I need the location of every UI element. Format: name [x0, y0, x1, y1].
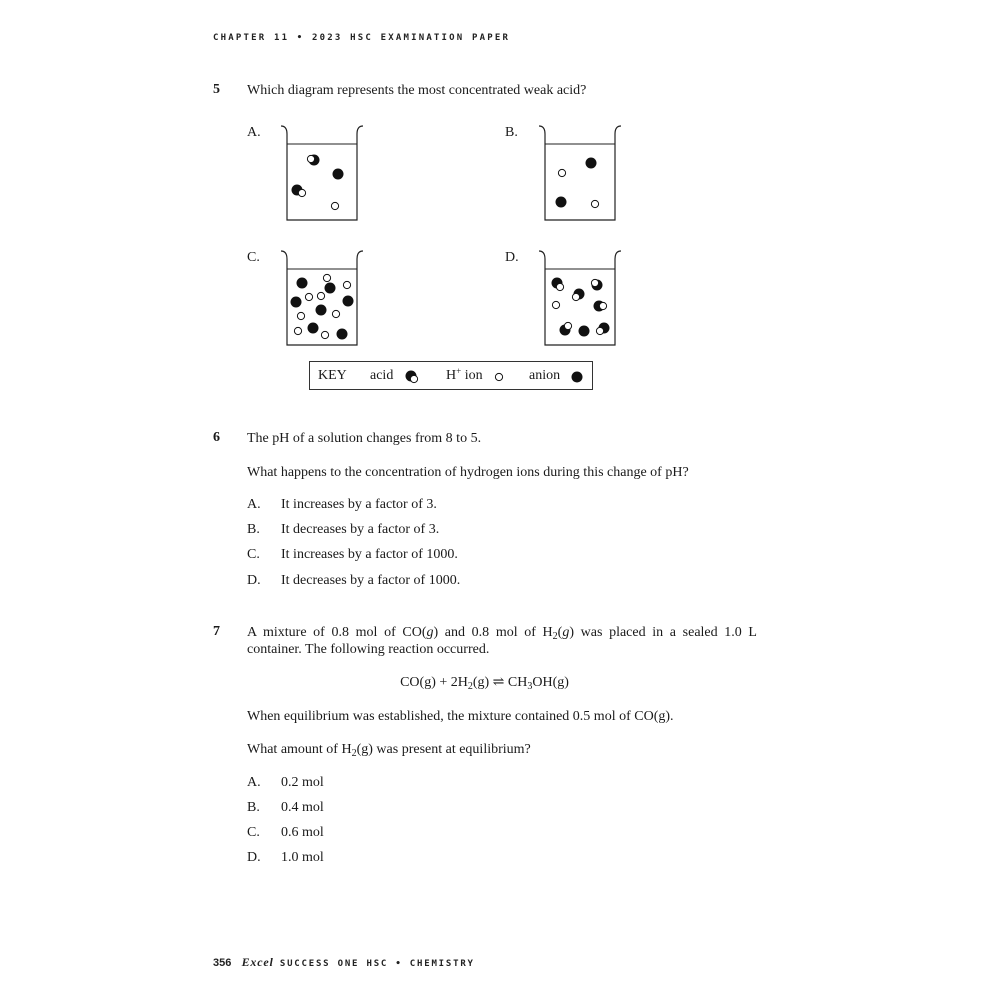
anion-particle-icon [570, 370, 584, 384]
acid-particle-icon [404, 369, 420, 385]
beaker-label-d: D. [505, 250, 519, 265]
beaker-label-b: B. [505, 125, 518, 140]
key-acid-label: acid [370, 368, 394, 383]
question-6-question: What happens to the concentration of hydrogen ions during this change of pH? [247, 465, 689, 480]
beaker-b [539, 126, 621, 220]
q7-option-b-letter: B. [247, 800, 260, 815]
q6-option-b-letter: B. [247, 522, 260, 537]
brand-logo: Excel [241, 955, 274, 969]
q6-option-c-text: It increases by a factor of 1000. [281, 547, 458, 562]
q7-option-c-text: 0.6 mol [281, 825, 324, 840]
question-5-stem: Which diagram represents the most concentrated weak acid? [247, 83, 587, 98]
question-7-question: What amount of $H_2(g)$ was present at equilibrium? [247, 742, 531, 759]
page-number: 356 [213, 957, 232, 969]
reaction-equation: $CO(g) + 2H_2(g)$ ⇌ $CH_3OH(g)$ [400, 675, 569, 692]
question-7-stem: A mixture of 0.8 mol of CO(g) and 0.8 mol of $H_2(g)$ was placed in a sealed 1.0 L container. The following reaction occurred. [247, 625, 757, 657]
q7-option-d-letter: D. [247, 850, 261, 865]
key-h-ion-label: H+ ion [446, 366, 483, 383]
beaker-c [281, 251, 363, 345]
question-6-number: 6 [213, 430, 220, 445]
beaker-a [281, 126, 363, 220]
q6-option-d-letter: D. [247, 573, 261, 588]
q6-option-c-letter: C. [247, 547, 260, 562]
beaker-label-c: C. [247, 250, 260, 265]
q6-option-a-text: It increases by a factor of 3. [281, 497, 437, 512]
running-header: CHAPTER 11 • 2023 HSC EXAMINATION PAPER [213, 33, 511, 43]
q7-option-b-text: 0.4 mol [281, 800, 324, 815]
q6-option-b-text: It decreases by a factor of 3. [281, 522, 440, 537]
diagram-key [309, 361, 593, 390]
question-7-number: 7 [213, 624, 220, 639]
h-ion-particle-icon [494, 372, 504, 382]
q6-option-a-letter: A. [247, 497, 261, 512]
question-5-number: 5 [213, 82, 220, 97]
q7-option-a-text: 0.2 mol [281, 775, 324, 790]
page-footer [213, 955, 475, 970]
equilibrium-statement: When equilibrium was established, the mixture contained 0.5 mol of CO(g). [247, 709, 674, 724]
q6-option-d-text: It decreases by a factor of 1000. [281, 573, 461, 588]
q7-option-a-letter: A. [247, 775, 261, 790]
series-title: SUCCESS ONE HSC • CHEMISTRY [279, 959, 475, 969]
question-6-stem: The pH of a solution changes from 8 to 5. [247, 431, 482, 446]
beaker-label-a: A. [247, 125, 261, 140]
q7-option-d-text: 1.0 mol [281, 850, 324, 865]
key-anion-label: anion [529, 368, 561, 383]
q7-option-c-letter: C. [247, 825, 260, 840]
beaker-d [539, 251, 621, 345]
key-title: KEY [318, 368, 347, 383]
